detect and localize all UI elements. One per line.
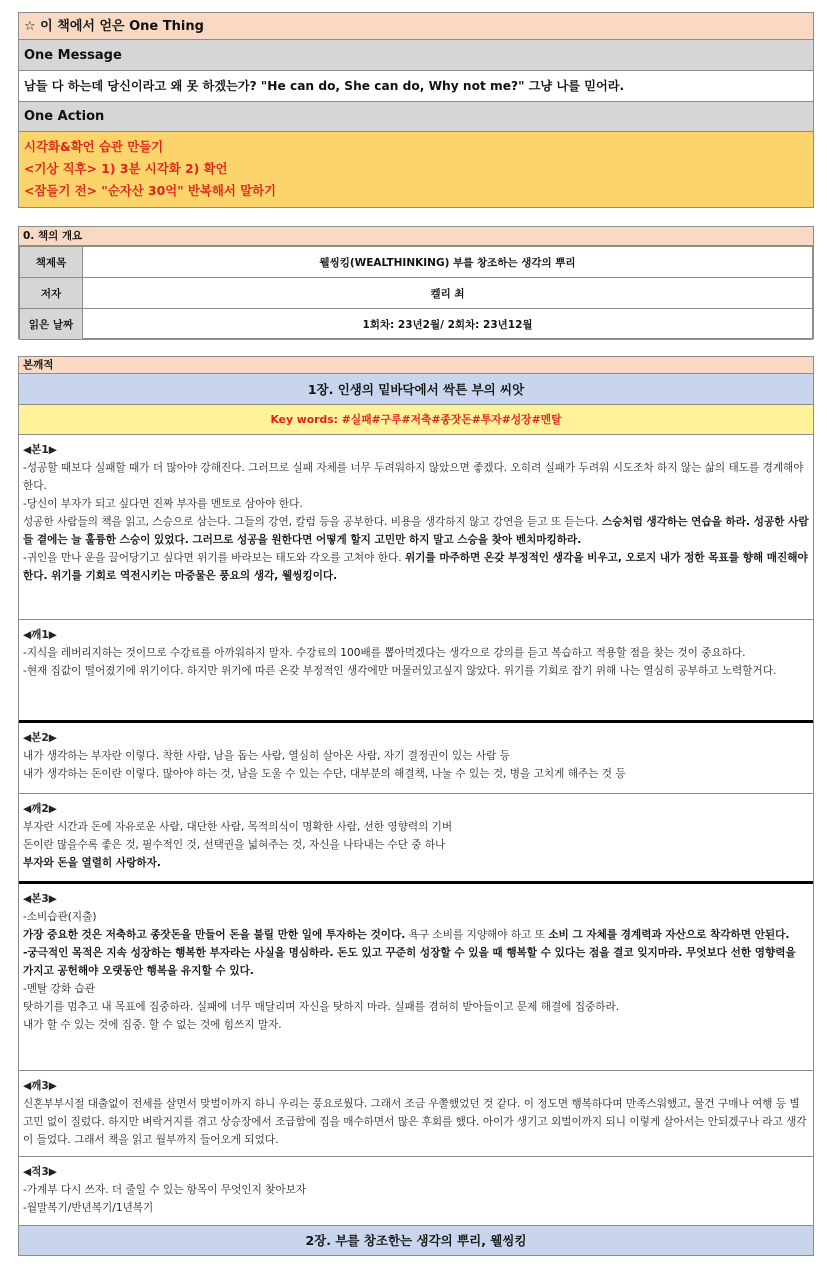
section-title: ◀적3▶ <box>23 1166 57 1178</box>
section-line: -귀인을 만나 운을 끌어당기고 싶다면 위기를 바라보는 태도와 각오를 고쳐야 한다. 위기를 마주하면 온갖 부정적인 생각을 비우고, 오로지 내가 정한 목표를 향해 매진해야 한다. 위기를 기회로 역전시키는 마중물은 풍요의 생각, 웰씽킹이다. <box>23 552 808 582</box>
section-bon2 <box>19 723 813 794</box>
one-action-label: One Action <box>19 102 813 132</box>
section-line: -소비습관(지출) <box>23 911 97 923</box>
chapter-2-title: 2장. 부를 창조한는 생각의 뿌리, 웰씽킹 <box>19 1226 813 1255</box>
section-title: ◀본1▶ <box>23 444 57 456</box>
section-line: -궁극적인 목적은 지속 성장하는 행복한 부자라는 사실을 명심하라. 돈도 있고 꾸준히 성장할 수 있을 때 행복할 수 있다는 점을 결코 잊지마라. 무엇보다 선한 영향력을 가지고 공헌해야 오랫동안 행복을 유지할 수 있다. <box>23 947 796 977</box>
one-action-list <box>19 132 813 207</box>
overview-table <box>19 246 813 340</box>
section-line: 신혼부부시절 대출없이 전세를 살면서 맞벌이까지 하니 우리는 풍요로웠다. 그래서 조금 우쭐했었던 것 같다. 이 정도면 행복하다며 만족스워했고, 물건 구매나 여행 등 별 고민 없이 질렀다. 하지만 벼락거지를 겪고 상승장에서 조급함에 집을 매수하면서 많은 후회를 했다. 아이가 생기고 외벌이까지 되니 이렇게 살아서는 안되겠구나 라고 생각이 들었다. 그래서 책을 읽고 월부까지 들어오게 되었다. <box>23 1098 807 1146</box>
section-line: 성공한 사람들의 책을 읽고, 스승으로 삼는다. 그들의 강연, 칼럼 등을 공부한다. 비용을 생각하지 않고 강연을 듣고 또 듣는다. 스승처럼 생각하는 연습을 하라. 성공한 사람들 곁에는 늘 훌륭한 스승이 있었다. 그러므로 성공을 원한다면 어떻게 할지 고민만 하지 말고 스승을 찾아 벤치마킹하라. <box>23 516 809 546</box>
section-line: 돈이란 많을수록 좋은 것, 필수적인 것, 선택권을 넓혀주는 것, 자신을 나타내는 수단 중 하나 <box>23 839 446 851</box>
section-title: ◀본3▶ <box>23 893 57 905</box>
overview-title: 0. 책의 개요 <box>19 227 813 246</box>
section-line: -성공할 때보다 실패할 때가 더 많아야 강해진다. 그러므로 실패 자체를 너무 두려워하지 않았으면 좋겠다. 오히려 실패가 두려워 시도조차 하지 않는 삶의 태도를 경계해야 한다. <box>23 462 804 492</box>
section-line: 가장 중요한 것은 저축하고 종잣돈을 만들어 돈을 불릴 만한 일에 투자하는 것이다. 욕구 소비를 지양해야 하고 또 소비 그 자체를 경계력과 자산으로 착각하면 안된다. <box>23 929 790 941</box>
section-kkae2 <box>19 794 813 884</box>
section-kkae3 <box>19 1071 813 1157</box>
one-message-label: One Message <box>19 40 813 71</box>
notes-box <box>18 356 814 1256</box>
table-row <box>20 309 813 340</box>
section-line: -월말복기/반년복기/1년복기 <box>23 1202 154 1214</box>
keywords: Key words: #실패#구루#저축#종잣돈#투자#성장#멘탈 <box>19 405 813 435</box>
overview-value: 켈리 최 <box>83 278 813 309</box>
section-line: 내가 생각하는 돈이란 이렇다. 많아야 하는 것, 남을 도울 수 있는 수단, 대부분의 해결책, 나눌 수 있는 것, 병을 고치게 해주는 것 등 <box>23 768 626 780</box>
action-item: <기상 직후> 1) 3분 시각화 2) 확언 <box>24 161 228 176</box>
section-line: 부자란 시간과 돈에 자유로운 사람, 대단한 사람, 목적의식이 명확한 사람, 선한 영향력의 기버 <box>23 821 453 833</box>
action-item: 시각화&확언 습관 만들기 <box>24 139 164 154</box>
table-row <box>20 278 813 309</box>
table-row <box>20 247 813 278</box>
section-kkae1 <box>19 620 813 723</box>
section-line: 내가 할 수 있는 것에 집중. 할 수 없는 것에 힘쓰지 말자. <box>23 1019 282 1031</box>
section-bon3 <box>19 884 813 1071</box>
section-title: ◀깨3▶ <box>23 1080 57 1092</box>
one-thing-title: ☆ 이 책에서 얻은 One Thing <box>19 13 813 40</box>
section-title: ◀깨2▶ <box>23 803 57 815</box>
overview-value: 1회차: 23년2월/ 2회차: 23년12월 <box>83 309 813 340</box>
overview-key: 저자 <box>20 278 83 309</box>
section-title: ◀본2▶ <box>23 732 57 744</box>
section-line: 내가 생각하는 부자란 이렇다. 착한 사람, 남을 돕는 사람, 열심히 살아온 사람, 자기 결정권이 있는 사람 등 <box>23 750 510 762</box>
section-jeok3 <box>19 1157 813 1226</box>
chapter-1-title: 1장. 인생의 밑바닥에서 싹튼 부의 씨앗 <box>19 374 813 405</box>
overview-key: 읽은 날짜 <box>20 309 83 340</box>
action-item: <잠들기 전> "순자산 30억" 반복해서 말하기 <box>24 183 277 198</box>
section-line: -지식을 레버리지하는 것이므로 수강료를 아까워하지 말자. 수강료의 100배를 뽑아먹겠다는 생각으로 강의를 듣고 복습하고 적용할 점을 찾는 것이 중요하다. <box>23 647 746 659</box>
section-line: -당신이 부자가 되고 싶다면 진짜 부자를 멘토로 삼아야 한다. <box>23 498 303 510</box>
section-title: ◀깨1▶ <box>23 629 57 641</box>
section-line: -멘탈 강화 습관 <box>23 983 95 995</box>
section-line: -현재 집값이 떨어졌기에 위기이다. 하지만 위기에 따른 온갖 부정적인 생각에만 머물러있고싶지 않았다. 위기를 기회로 잡기 위해 나는 열심히 공부하고 노력할거다. <box>23 665 777 677</box>
section-line: 부자와 돈을 열렬히 사랑하자. <box>23 857 161 869</box>
overview-box <box>18 226 814 339</box>
overview-value: 웰씽킹(WEALTHINKING) 부를 창조하는 생각의 뿌리 <box>83 247 813 278</box>
section-bon1 <box>19 435 813 620</box>
one-message-text: 남들 다 하는데 당신이라고 왜 못 하겠는가? "He can do, She can do, Why not me?" 그냥 나를 믿어라. <box>19 71 813 102</box>
one-thing-box <box>18 12 814 208</box>
overview-key: 책제목 <box>20 247 83 278</box>
section-line: 탓하기를 멈추고 내 목표에 집중하라. 실패에 너무 매달리며 자신을 탓하지 마라. 실패를 겸허히 받아들이고 문제 해결에 집중하라. <box>23 1001 620 1013</box>
notes-title: 본깨적 <box>19 357 813 374</box>
section-line: -가계부 다시 쓰자. 더 줄일 수 있는 항목이 무엇인지 찾아보자 <box>23 1184 307 1196</box>
